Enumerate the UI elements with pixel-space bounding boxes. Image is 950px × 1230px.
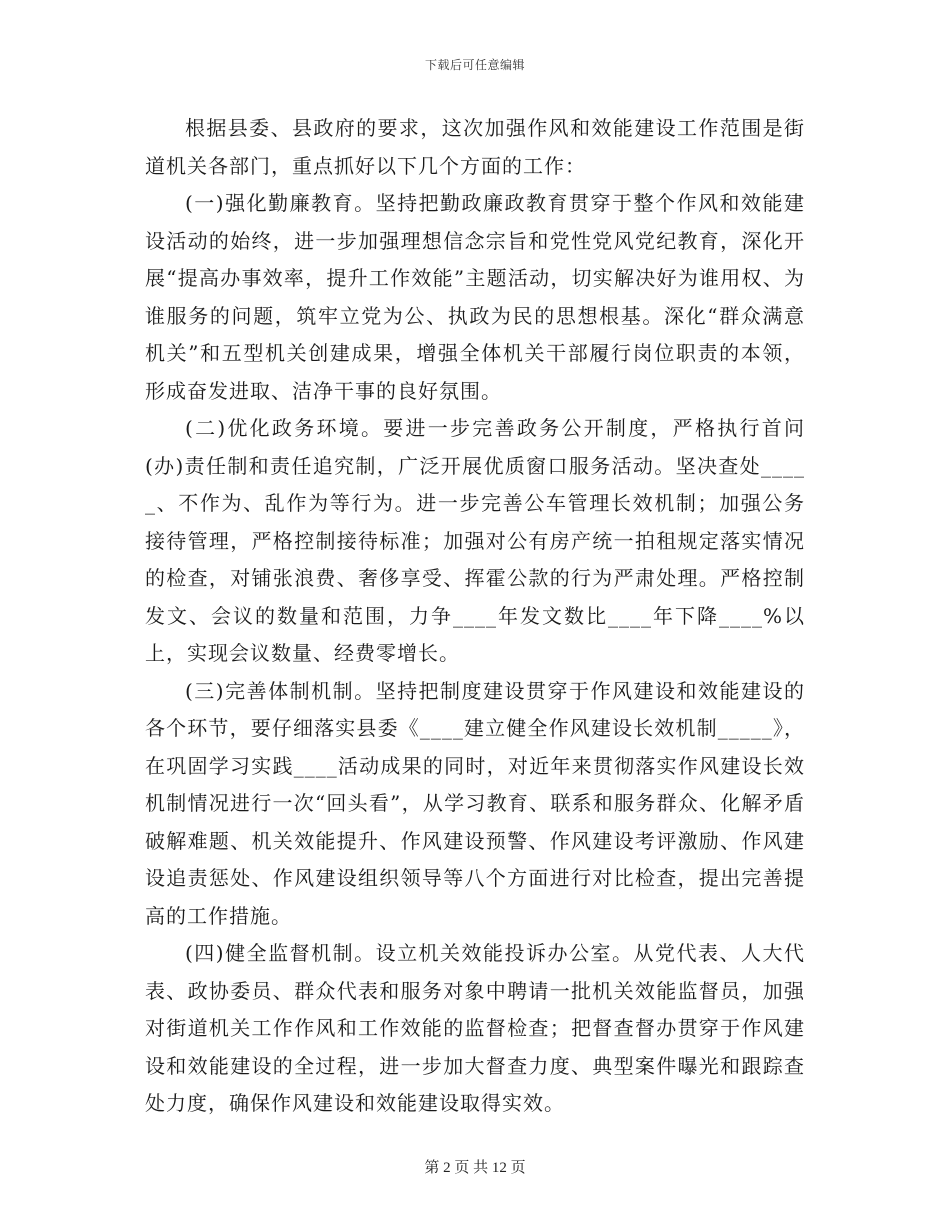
page-number: 第 2 页 共 12 页 bbox=[424, 1160, 526, 1176]
page-header-note: 下载后可任意编辑 bbox=[424, 58, 525, 72]
paragraph-intro: 根据县委、县政府的要求，这次加强作风和效能建设工作范围是街道机关各部门，重点抓好以下几个方面的工作： bbox=[145, 116, 805, 178]
paragraph-section-3: (三)完善体制机制。坚持把制度建设贯穿于作风建设和效能建设的各个环节，要仔细落实县委《____建立健全作风建设长效机制_____》，在巩固学习实践____活动成果的同时，对近年来贯彻落实作风建设长效机制情况进行一次“回头看”，从学习教育、联系和服务群众、化解矛盾破解难题、机关效能提升、作风建设预警、作风建设考评激励、作风建设追责惩处、作风建设组织领导等八个方面进行对比检查，提出完善提高的工作措施。 bbox=[145, 678, 805, 928]
document-body bbox=[145, 110, 805, 1123]
paragraph-section-4: (四)健全监督机制。设立机关效能投诉办公室。从党代表、人大代表、政协委员、群众代表和服务对象中聘请一批机关效能监督员，加强对街道机关工作作风和工作效能的监督检查；把督查督办贯穿于作风建设和效能建设的全过程，进一步加大督查力度、典型案件曝光和跟踪查处力度，确保作风建设和效能建设取得实效。 bbox=[145, 941, 805, 1115]
paragraph-section-1: (一)强化勤廉教育。坚持把勤政廉政教育贯穿于整个作风和效能建设活动的始终，进一步加强理想信念宗旨和党性党风党纪教育，深化开展“提高办事效率，提升工作效能”主题活动，切实解决好为谁用权、为谁服务的问题，筑牢立党为公、执政为民的思想根基。深化“群众满意机关”和五型机关创建成果，增强全体机关干部履行岗位职责的本领，形成奋发进取、洁净干事的良好氛围。 bbox=[145, 191, 805, 403]
paragraph-section-2: (二)优化政务环境。要进一步完善政务公开制度，严格执行首问(办)责任制和责任追究制，广泛开展优质窗口服务活动。坚决查处_____、不作为、乱作为等行为。进一步完善公车管理长效机制；加强公务接待管理，严格控制接待标准；加强对公有房产统一拍租规定落实情况的检查，对铺张浪费、奢侈享受、挥霍公款的行为严肃处理。严格控制发文、会议的数量和范围，力争____年发文数比____年下降____%以上，实现会议数量、经费零增长。 bbox=[145, 416, 805, 665]
